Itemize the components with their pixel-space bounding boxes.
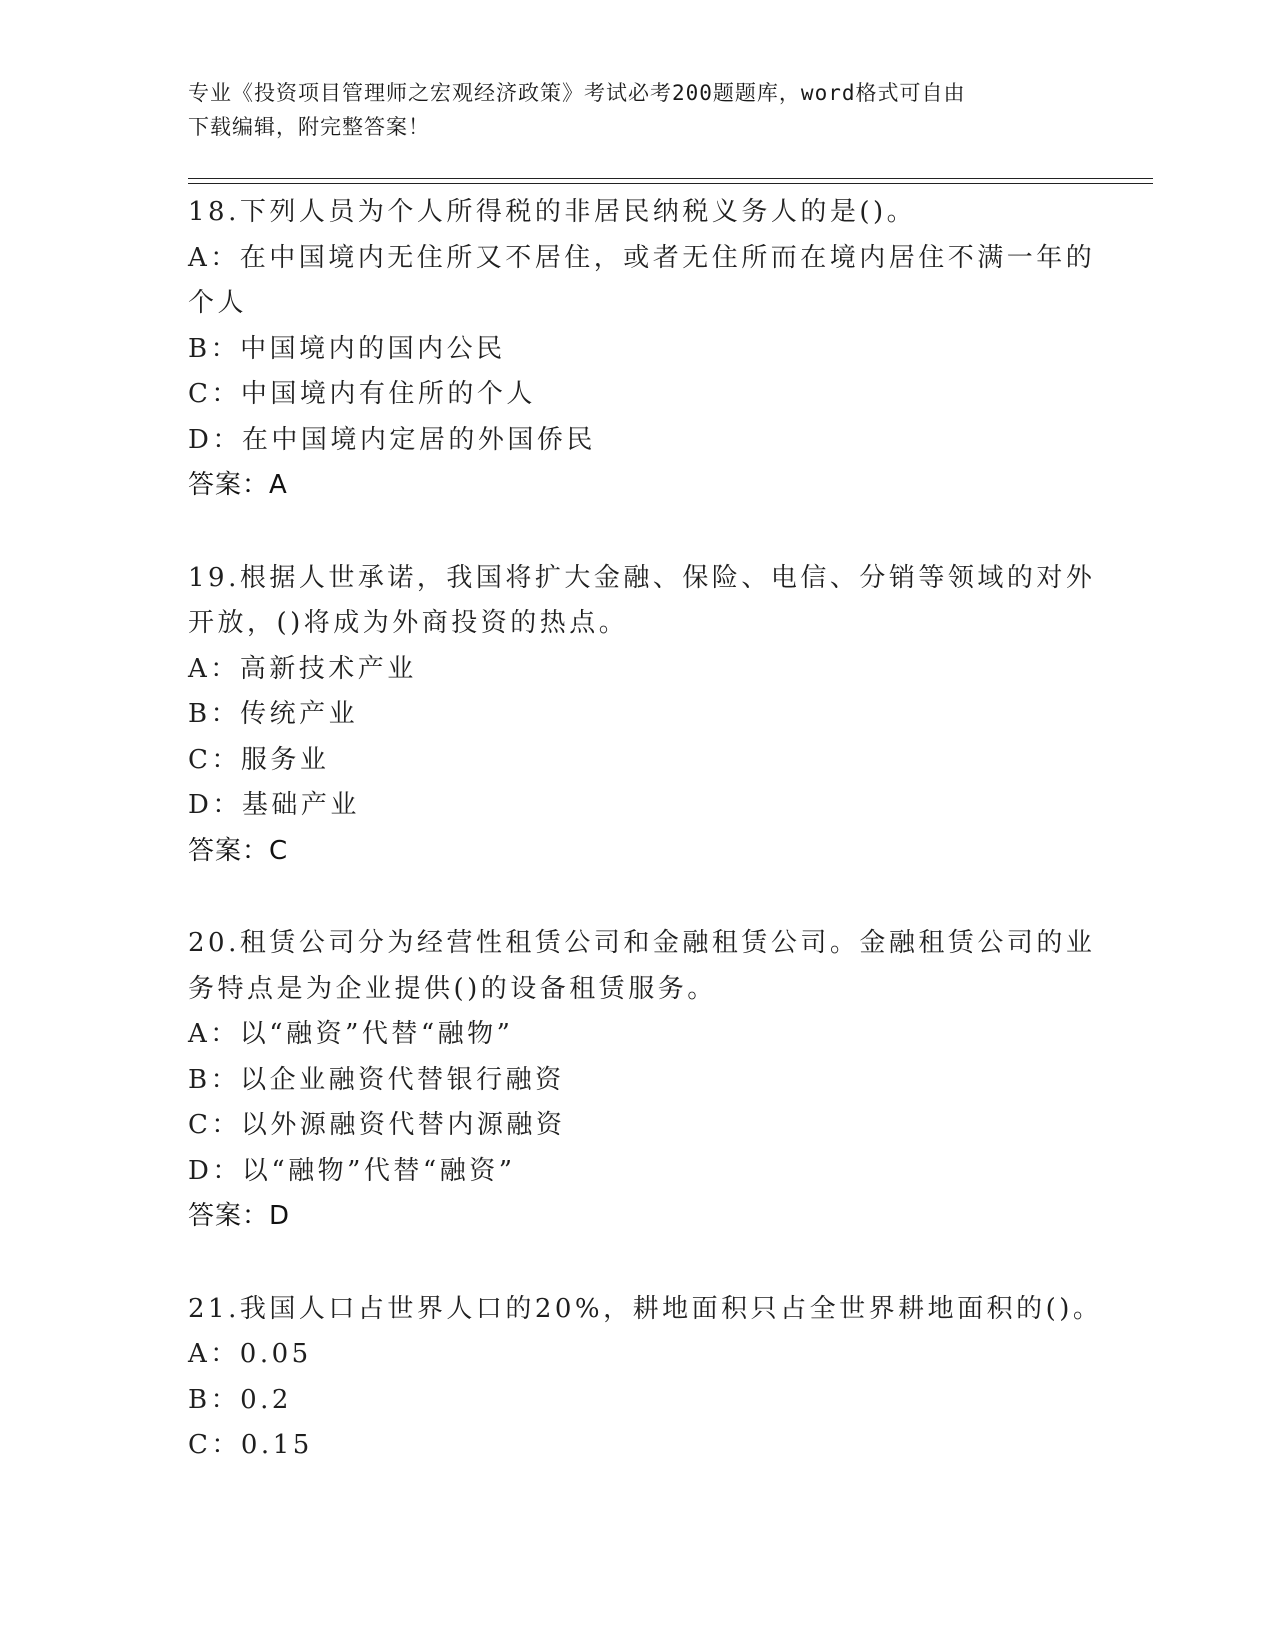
question-block (188, 1287, 1103, 1469)
answer-label: 答案：A (188, 470, 288, 500)
document-header (188, 76, 1088, 144)
question-option: A：0.05 (188, 1339, 312, 1369)
question-spacer (188, 509, 1088, 556)
header-divider-bottom (188, 183, 1153, 184)
question-option: D：基础产业 (188, 790, 360, 820)
header-line-2: 下载编辑，附完整答案！ (188, 115, 430, 139)
question-stem: 20.租赁公司分为经营性租赁公司和金融租赁公司。金融租赁公司的业 (188, 928, 1096, 958)
question-option: A：高新技术产业 (188, 653, 417, 684)
question-block (188, 921, 1096, 1240)
question-block (188, 190, 1096, 509)
question-block (188, 556, 1096, 875)
question-stem: 19.根据人世承诺，我国将扩大金融、保险、电信、分销等领域的对外 (188, 562, 1096, 593)
question-option: A：在中国境内无住所又不居住，或者无住所而在境内居住不满一年的 (188, 242, 1096, 273)
answer-label: 答案：C (188, 835, 289, 866)
question-option: D：在中国境内定居的外国侨民 (188, 424, 596, 455)
question-stem: 开放，()将成为外商投资的热点。 (188, 608, 629, 638)
question-spacer (188, 874, 1088, 921)
question-option: B：以企业融资代替银行融资 (188, 1064, 565, 1095)
question-stem: 18.下列人员为个人所得税的非居民纳税义务人的是()。 (188, 197, 917, 227)
question-option: C：中国境内有住所的个人 (188, 379, 536, 409)
question-spacer (188, 1240, 1088, 1287)
question-option: B：0.2 (188, 1384, 292, 1415)
question-option: C：0.15 (188, 1430, 313, 1460)
question-option: D：以“融物”代替“融资” (188, 1155, 516, 1186)
question-option: B：传统产业 (188, 699, 359, 729)
question-option: C：服务业 (188, 744, 330, 775)
question-option: A：以“融资”代替“融物” (188, 1019, 514, 1049)
question-stem: 务特点是为企业提供()的设备租赁服务。 (188, 973, 717, 1004)
header-divider-top (188, 178, 1153, 179)
answer-label: 答案：D (188, 1201, 291, 1231)
question-option: B：中国境内的国内公民 (188, 333, 506, 364)
question-list (188, 190, 1103, 1469)
question-stem: 21.我国人口占世界人口的20%，耕地面积只占全世界耕地面积的()。 (188, 1293, 1103, 1324)
question-option: 个人 (188, 288, 248, 318)
header-line-1: 专业《投资项目管理师之宏观经济政策》考试必考200题题库，word格式可自由 (188, 81, 966, 105)
question-option: C：以外源融资代替内源融资 (188, 1110, 566, 1140)
